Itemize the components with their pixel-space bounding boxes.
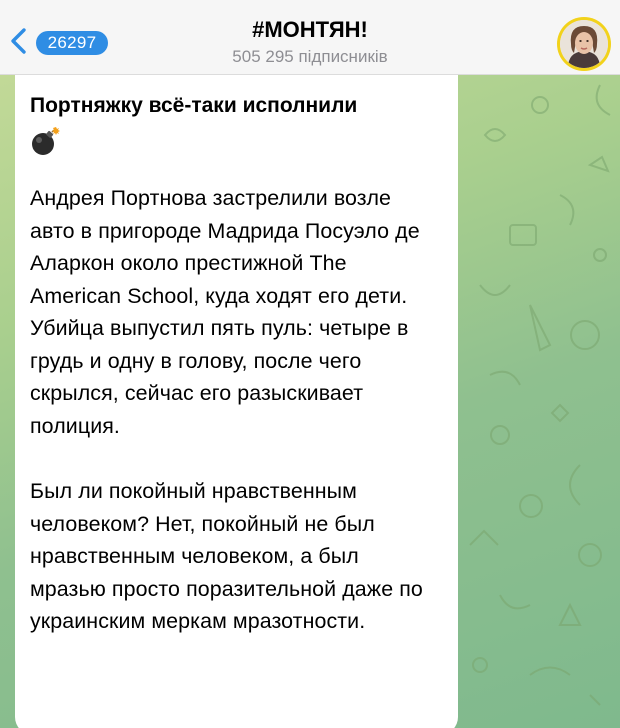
channel-title: #МОНТЯН! [252,17,368,42]
chat-header [0,0,620,75]
unread-count-badge[interactable]: 26297 [36,31,108,55]
post-title: Портняжку всё-таки исполнили [30,94,358,117]
chevron-left-icon [8,26,32,56]
back-button[interactable] [8,26,32,56]
bomb-icon [30,126,60,156]
subscriber-count: 505 295 підписників [232,47,388,66]
post-paragraph: Андрея Портнова застрелили возле авто в пригороде Мадрида Посуэло де Аларкон около престижной The American School, куда ходят его дети. Убийца выпустил пять пуль: четыре в грудь и одну в голову, после чего скрылся, сейчас его разыскивает полиция. [30,186,420,438]
channel-avatar[interactable] [557,17,611,71]
avatar-portrait-icon [560,20,608,68]
post-paragraph: Был ли покойный нравственным человеком? Нет, покойный не был нравственным человеком, а был мразью просто поразительной даже по украинским меркам мразотности. [30,479,423,633]
avatar-photo [560,20,608,68]
channel-post [30,90,440,638]
channel-info[interactable] [150,16,470,68]
